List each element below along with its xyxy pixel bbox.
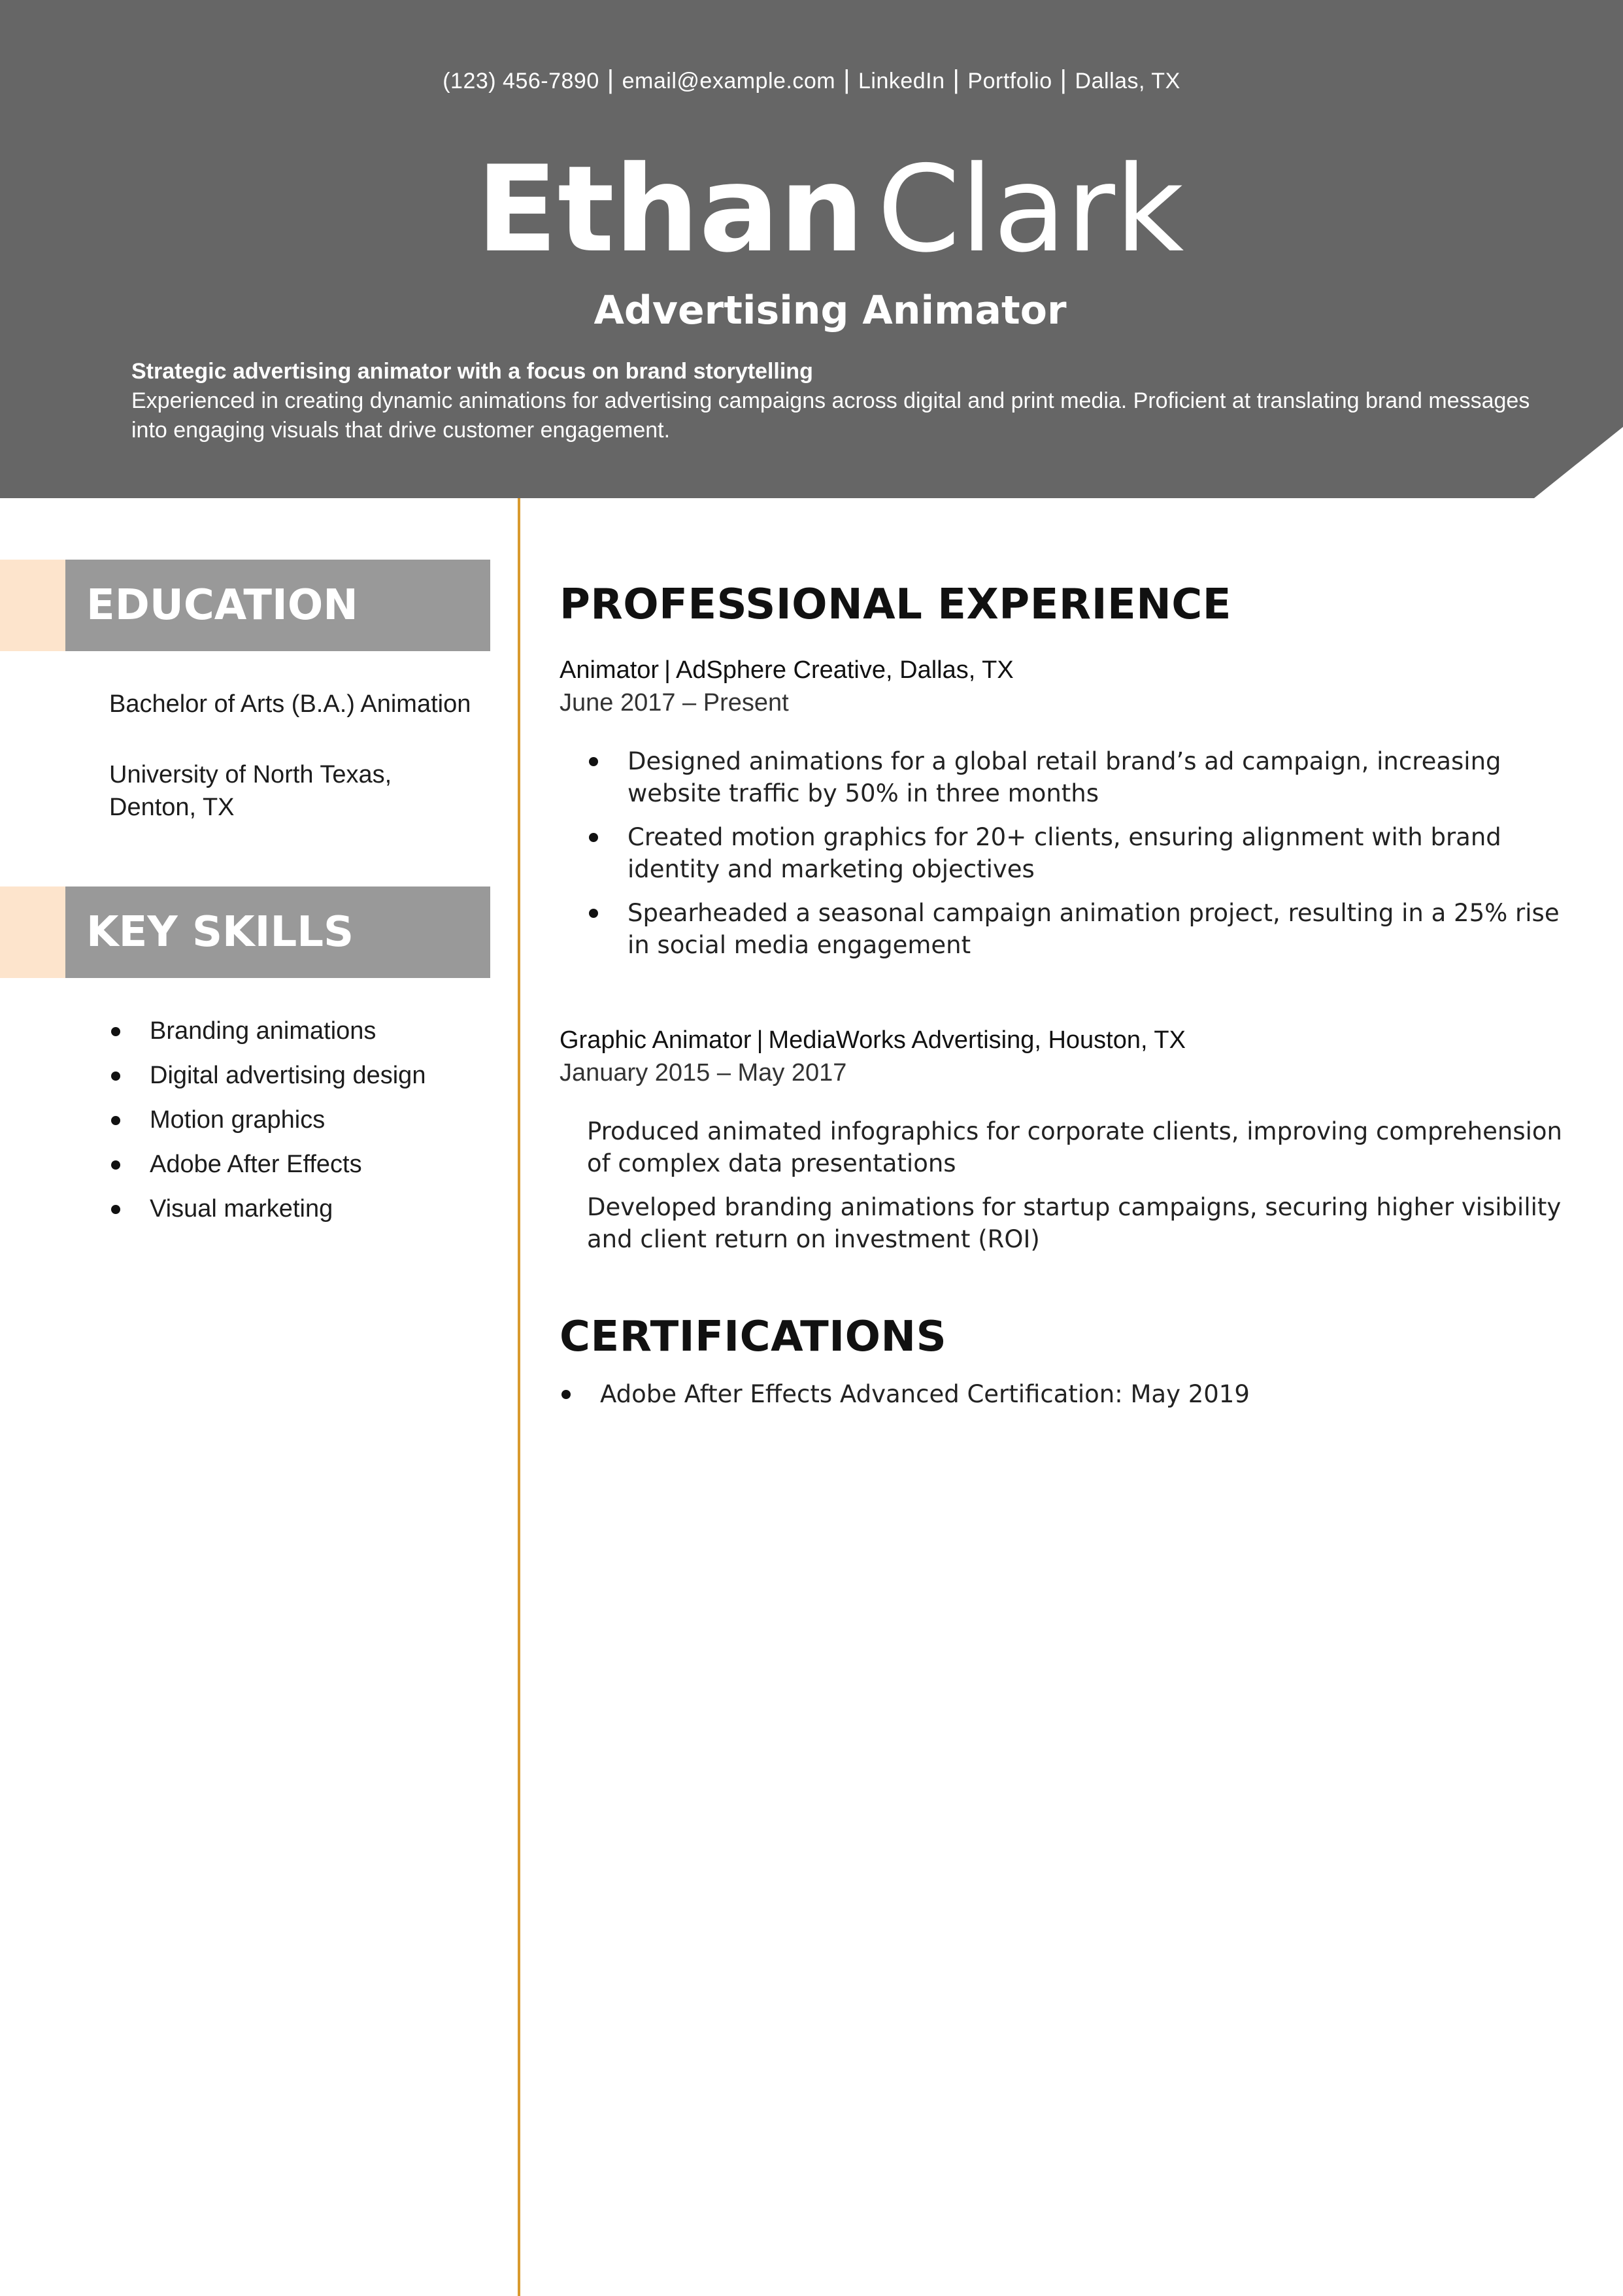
education-heading: EDUCATION bbox=[65, 560, 490, 651]
certifications-heading: CERTIFICATIONS bbox=[560, 1313, 947, 1361]
candidate-name bbox=[0, 137, 1623, 281]
job-title: Advertising Animator bbox=[594, 288, 1067, 333]
contact-linkedin[interactable]: LinkedIn bbox=[858, 69, 945, 93]
job-bullet: Spearheaded a seasonal campaign animation project, resulting in a 25% rise in social media engagement bbox=[560, 897, 1579, 961]
role-separator: | bbox=[664, 656, 671, 684]
heading-accent bbox=[0, 560, 65, 651]
education-details bbox=[109, 688, 471, 824]
contact-separator: | bbox=[952, 65, 960, 94]
job-role-title: Graphic Animator bbox=[560, 1026, 752, 1054]
job-role-line bbox=[560, 654, 1579, 686]
skill-item: Branding animations bbox=[109, 1015, 426, 1059]
contact-line bbox=[0, 65, 1623, 95]
certification-item: Adobe After Effects Advanced Certification: May 2019 bbox=[560, 1378, 1250, 1411]
skill-item: Visual marketing bbox=[109, 1192, 426, 1237]
education-heading-block bbox=[0, 560, 490, 651]
experience-heading: PROFESSIONAL EXPERIENCE bbox=[560, 581, 1231, 629]
education-school-location: Denton, TX bbox=[109, 794, 235, 821]
column-divider bbox=[518, 498, 520, 2296]
job-company: AdSphere Creative, Dallas, TX bbox=[675, 656, 1014, 684]
contact-email[interactable]: email@example.com bbox=[622, 69, 836, 93]
job-entry bbox=[560, 654, 1579, 973]
job-dates: January 2015 – May 2017 bbox=[560, 1059, 847, 1087]
job-bullets bbox=[560, 745, 1579, 961]
skill-item: Digital advertising design bbox=[109, 1059, 426, 1104]
job-entry bbox=[560, 1024, 1579, 1267]
skill-item: Adobe After Effects bbox=[109, 1148, 426, 1192]
job-role-line bbox=[560, 1024, 1579, 1056]
job-role-title: Animator bbox=[560, 656, 660, 684]
summary-title: Strategic advertising animator with a focus on brand storytelling bbox=[131, 359, 813, 384]
job-bullets bbox=[560, 1115, 1579, 1255]
contact-portfolio[interactable]: Portfolio bbox=[967, 69, 1052, 93]
contact-separator: | bbox=[1060, 65, 1067, 94]
job-bullet: Designed animations for a global retail brand’s ad campaign, increasing website traffic by 50% in three months bbox=[560, 745, 1579, 809]
summary bbox=[131, 356, 1537, 445]
last-name: Clark bbox=[877, 140, 1184, 279]
job-bullet: Created motion graphics for 20+ clients, ensuring alignment with brand identity and marketing objectives bbox=[560, 821, 1579, 885]
skill-item: Motion graphics bbox=[109, 1104, 426, 1148]
contact-location: Dallas, TX bbox=[1075, 69, 1180, 93]
skills-heading: KEY SKILLS bbox=[65, 886, 490, 978]
job-company: MediaWorks Advertising, Houston, TX bbox=[768, 1026, 1186, 1054]
heading-accent bbox=[0, 886, 65, 978]
contact-phone: (123) 456-7890 bbox=[443, 69, 599, 93]
first-name: Ethan bbox=[476, 140, 864, 279]
education-school: University of North Texas, bbox=[109, 761, 392, 788]
job-bullet: Developed branding animations for startup campaigns, securing higher visibility and client return on investment (ROI) bbox=[587, 1193, 1562, 1253]
summary-text: Experienced in creating dynamic animations for advertising campaigns across digital and print media. Proficient at translating brand messages into engaging visuals that drive customer engagement. bbox=[131, 388, 1530, 443]
job-bullet: Produced animated infographics for corporate clients, improving comprehension of complex data presentations bbox=[587, 1117, 1562, 1177]
skills-list bbox=[109, 1015, 426, 1237]
certifications-list bbox=[560, 1378, 1250, 1411]
education-degree: Bachelor of Arts (B.A.) Animation bbox=[109, 690, 471, 718]
contact-separator: | bbox=[843, 65, 850, 94]
contact-separator: | bbox=[607, 65, 614, 94]
skills-heading-block bbox=[0, 886, 490, 978]
role-separator: | bbox=[756, 1026, 763, 1054]
job-dates: June 2017 – Present bbox=[560, 689, 789, 717]
